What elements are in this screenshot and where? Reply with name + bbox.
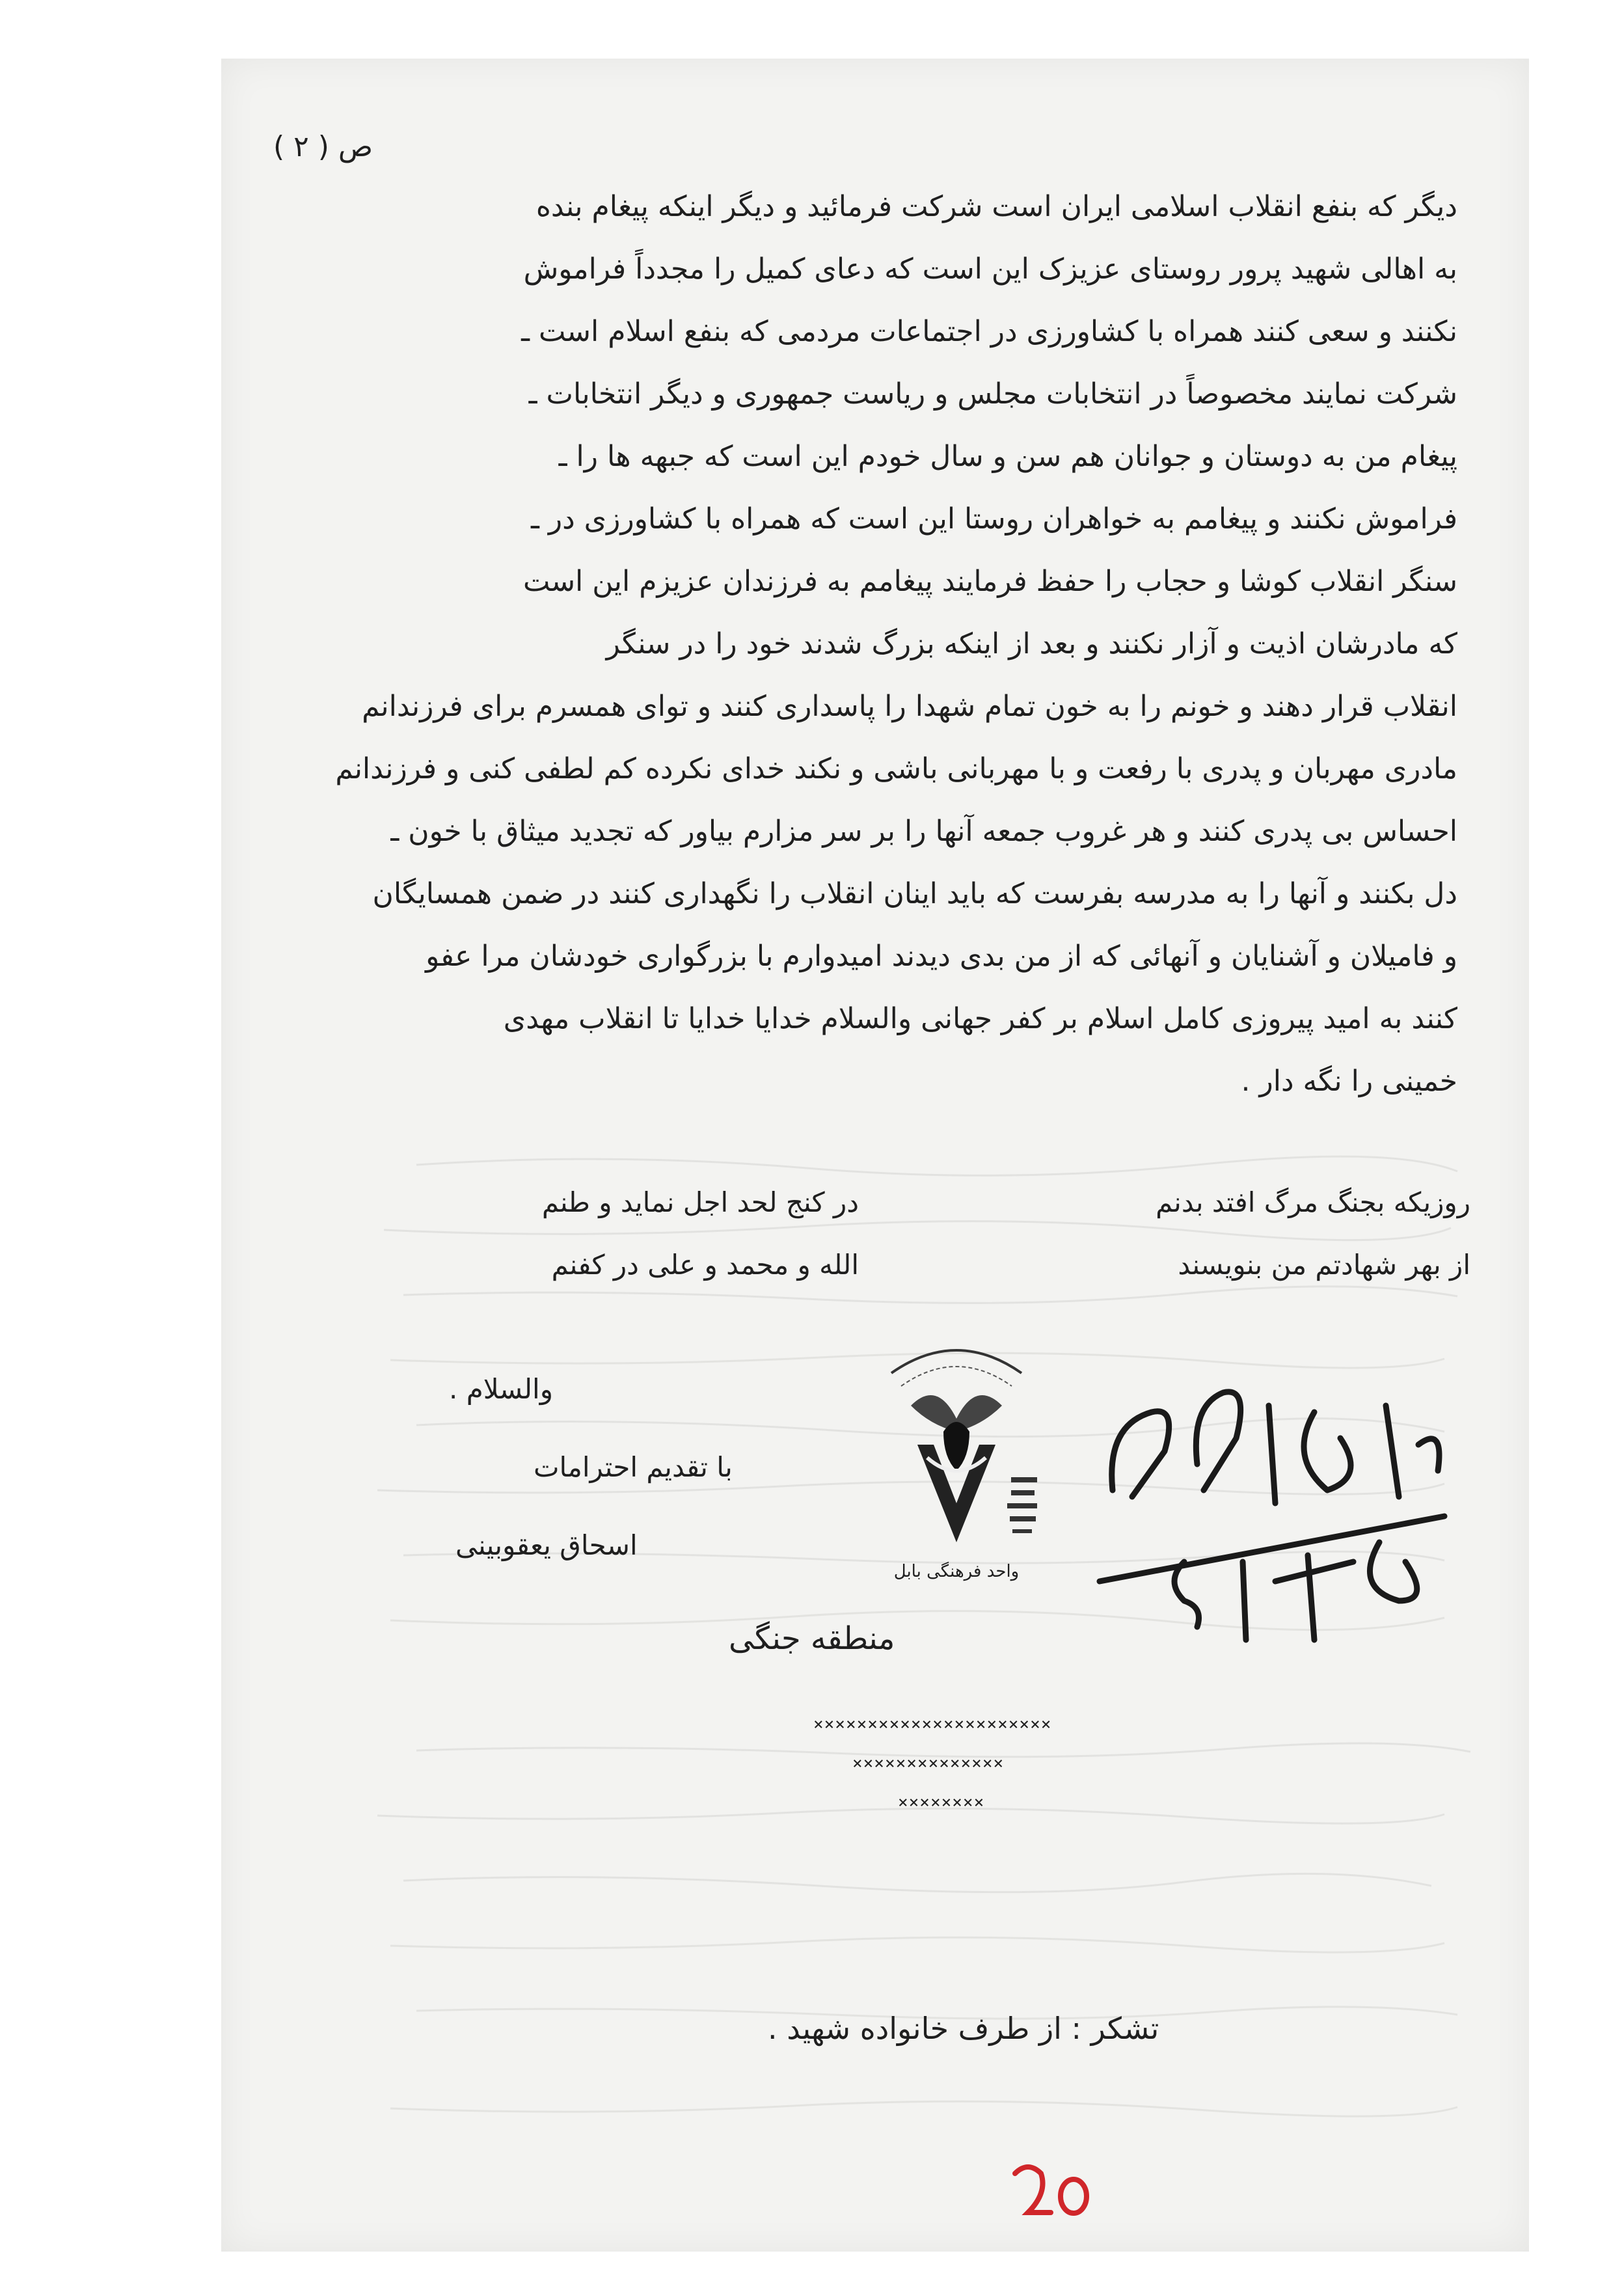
x-divider-row: ×××××××× [898,1793,985,1812]
x-divider-row: ×××××××××××××× [852,1754,1005,1773]
body-line: مادری مهربان و پدری با رفعت و با مهربانی باشی و نکند خدای نکرده کم لطفی کنی و فرزندانم [335,752,1457,785]
body-line: سنگر انقلاب کوشا و حجاب را حفظ فرمایند پیغامم به فرزندان عزیزم این است [522,565,1457,598]
body-line: احساس بی پدری کنند و هر غروب جمعه آنها را بر سر مزارم بیاور که تجدید میثاق با خون ـ [390,815,1457,848]
body-line: کنند به امید پیروزی کامل اسلام بر کفر جهانی والسلام خدایا خدایا تا انقلاب مهدی [503,1002,1457,1035]
poem-line: روزیکه بجنگ مرگ افتد بدنم [1156,1186,1470,1218]
closing-salutation: والسلام . [449,1373,553,1405]
body-line: که مادرشان اذیت و آزار نکنند و بعد از اینکه بزرگ شدند خود را در سنگر [606,627,1457,661]
body-line: دل بکنند و آنها را به مدرسه بفرست که باید اینان انقلاب را نگهداری کنند در ضمن همسایگان [372,877,1457,910]
red-page-number-mark [1002,2147,1093,2239]
body-line: فراموش نکنند و پیغامم به خواهران روستا این است که همراه با کشاورزی در ـ [530,502,1457,536]
regards-line: با تقدیم احترامات [534,1451,733,1483]
region-label: منطقه جنگی [729,1620,895,1657]
body-line: خمینی را نگه دار . [1241,1065,1457,1098]
body-line: دیگر که بنفع انقلاب اسلامی ایران است شرکت فرمائید و دیگر اینکه پیغام بنده [535,190,1457,223]
foundation-seal-logo [865,1334,1048,1594]
body-line: نکنند و سعی کنند همراه با کشاورزی در اجتماعات مردمی که بنفع اسلام است ـ [521,315,1457,348]
page-number: ص ( ۲ ) [273,130,373,163]
poem-left-column [416,1171,859,1296]
poem-line: الله و محمد و علی در کفنم [551,1249,859,1281]
handwritten-annotation [1093,1367,1457,1666]
x-divider-row: ×××××××××××××××××××××× [813,1715,1052,1734]
body-line: و فامیلان و آشنایان و آنهائی که از من بدی دیدند امیدوارم با بزرگواری خودشان مرا عفو [426,940,1457,973]
body-line: پیغام من به دوستان و جوانان هم سن و سال خودم این است که جبهه ها را ـ [558,440,1457,473]
sender-name: اسحاق یعقوبینی [455,1529,638,1561]
seal-caption: واحد فرهنگی بابل [893,1562,1020,1581]
poem-line: در کنج لحد اجل نماید و طنم [541,1186,859,1218]
poem-line: از بهر شهادتم من بنویسند [1178,1249,1470,1281]
poem-right-column [1015,1171,1470,1296]
body-line: شرکت نمایند مخصوصاً در انتخابات مجلس و ریاست جمهوری و دیگر انتخابات ـ [528,377,1457,411]
letter-body [273,176,1457,1113]
body-line: به اهالی شهید پرور روستای عزیزک این است که دعای کمیل را مجدداً فراموش [523,252,1457,286]
body-line: انقلاب قرار دهند و خونم را به خون تمام شهدا را پاسداری کنند و توای همسرم برای فرزندانم [362,690,1457,723]
thanks-line: تشکر : از طرف خانواده شهید . [768,2011,1159,2046]
